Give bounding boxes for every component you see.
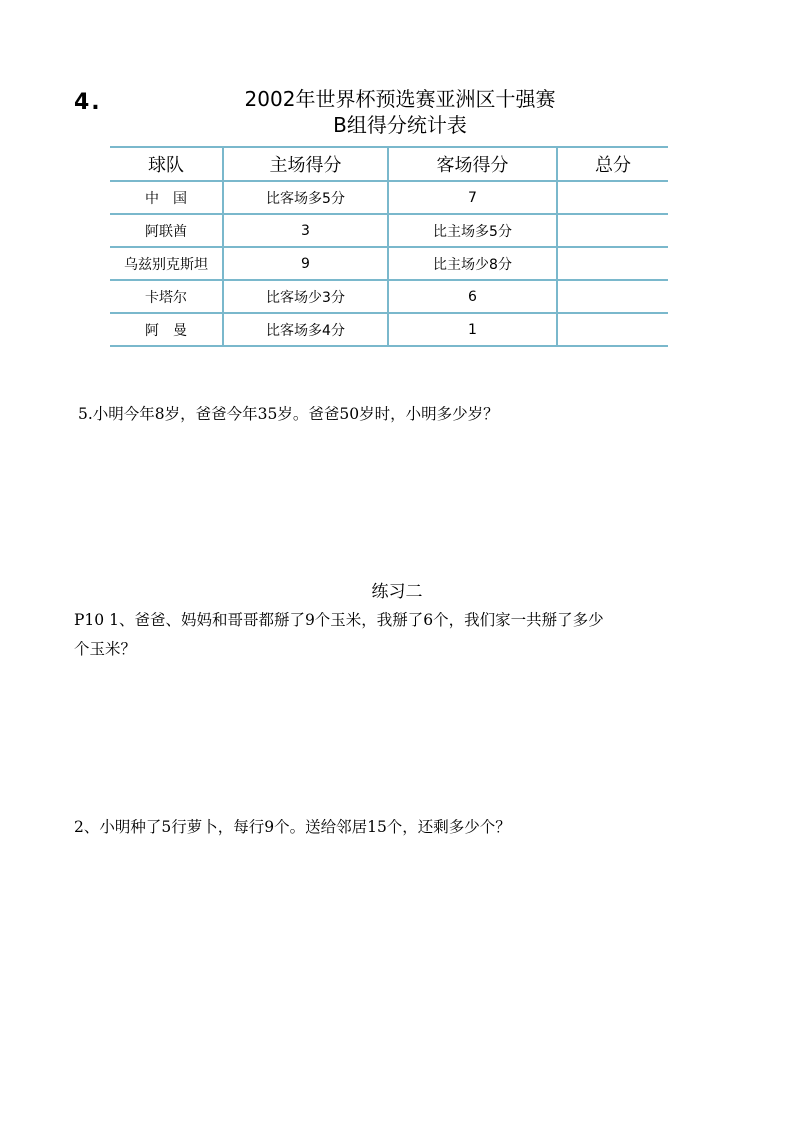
cell-home-score: 9: [223, 247, 388, 280]
cell-total: [557, 313, 668, 346]
problem-5-text: 5.小明今年8岁，爸爸今年35岁。爸爸50岁时，小明多少岁？: [78, 405, 499, 423]
exercise-1-line-1: P10 1、爸爸、妈妈和哥哥都掰了9个玉米，我掰了6个，我们家一共掰了多少: [74, 611, 604, 629]
score-table: [110, 146, 668, 347]
problem-4-number: 4.: [74, 90, 102, 115]
section-title: 练习二: [371, 582, 423, 602]
header-home-score: 主场得分: [223, 147, 388, 181]
cell-home-score: 3: [223, 214, 388, 247]
cell-team: 中 国: [110, 181, 223, 214]
cell-team: 乌兹别克斯坦: [110, 247, 223, 280]
header-team: 球队: [110, 147, 223, 181]
exercise-1: [74, 606, 734, 664]
cell-home-score: 比客场多5分: [223, 181, 388, 214]
header-total: 总分: [557, 147, 668, 181]
cell-home-score: 比客场少3分: [223, 280, 388, 313]
cell-team: 阿 曼: [110, 313, 223, 346]
cell-home-score: 比客场多4分: [223, 313, 388, 346]
cell-away-score: 7: [388, 181, 557, 214]
table-row: [110, 247, 668, 280]
table-row: [110, 313, 668, 346]
cell-away-score: 比主场少8分: [388, 247, 557, 280]
table-row: [110, 181, 668, 214]
table-title: 2002年世界杯预选赛亚洲区十强赛: [244, 87, 556, 111]
header-away-score: 客场得分: [388, 147, 557, 181]
table-row: [110, 280, 668, 313]
cell-team: 卡塔尔: [110, 280, 223, 313]
cell-total: [557, 247, 668, 280]
exercise-2-text: 2、小明种了5行萝卜，每行9个。送给邻居15个，还剩多少个？: [74, 818, 511, 836]
cell-team: 阿联酋: [110, 214, 223, 247]
cell-total: [557, 280, 668, 313]
table-subtitle: B组得分统计表: [333, 113, 467, 137]
exercise-1-line-2: 个玉米？: [74, 640, 137, 658]
cell-away-score: 6: [388, 280, 557, 313]
table-row: [110, 214, 668, 247]
cell-total: [557, 214, 668, 247]
cell-total: [557, 181, 668, 214]
cell-away-score: 比主场多5分: [388, 214, 557, 247]
cell-away-score: 1: [388, 313, 557, 346]
table-header-row: [110, 147, 668, 181]
